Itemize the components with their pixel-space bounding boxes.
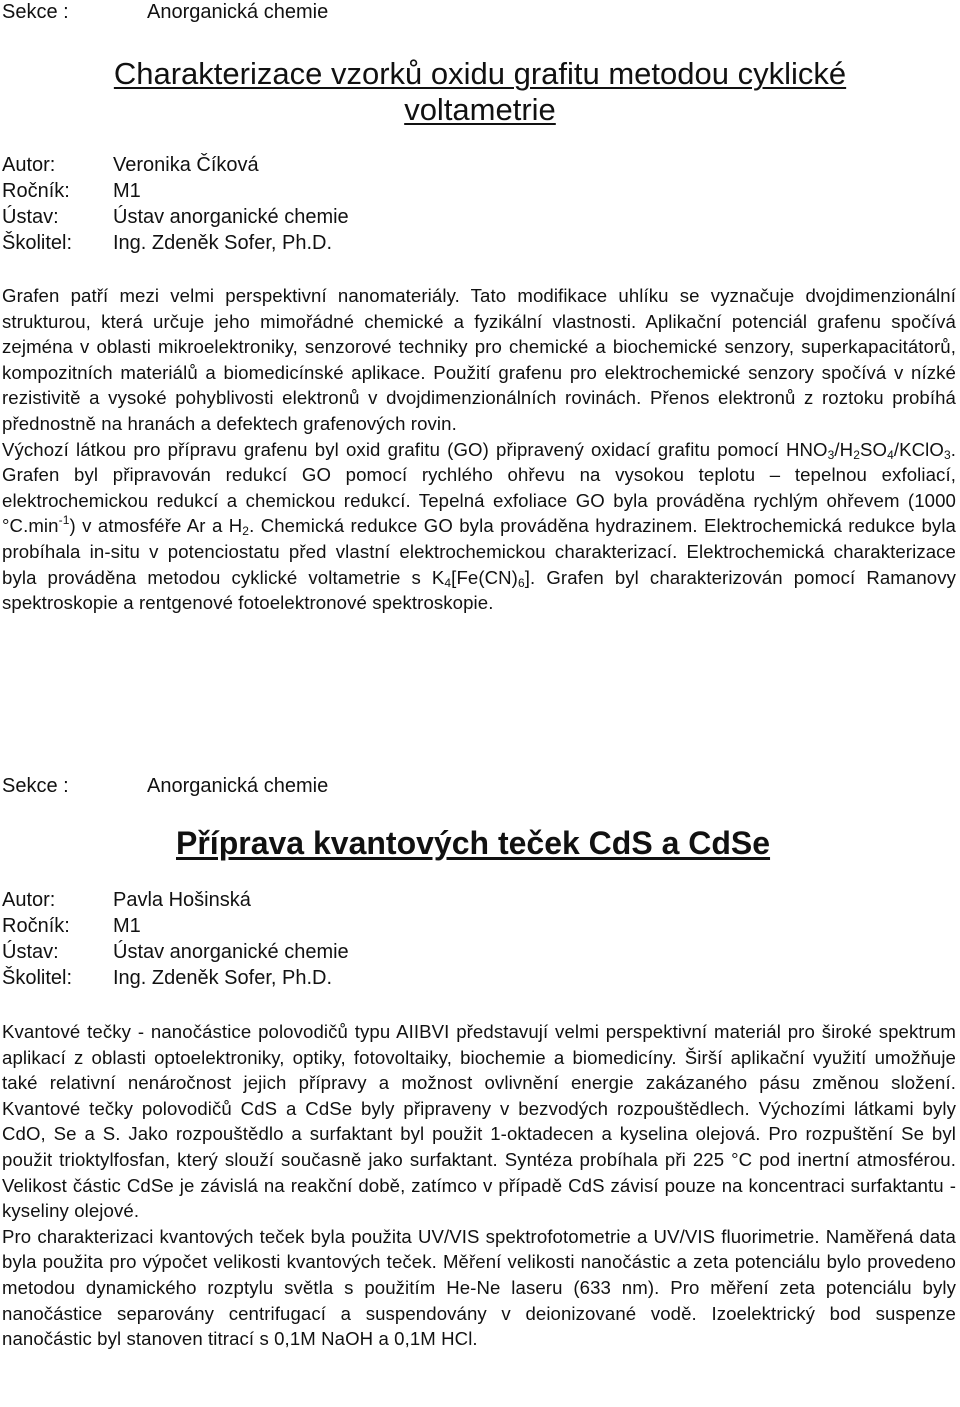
meta-key: Školitel:	[2, 232, 73, 254]
section1-title-line1: Charakterizace vzorků oxidu grafitu metodou cyklické	[113, 56, 847, 91]
meta-value: M1	[113, 915, 141, 937]
section2-paragraph-2: Pro charakterizaci kvantových teček byla použita UV/VIS spektrofotometrie a UV/VIS fluorimetrie. Naměřená data byla použita pro výpočet velikosti kvantových teček. Měření velikosti nanočástic a zeta potenciálu bylo provedeno metodou dynamického rozptylu světla s použitím He-Ne laseru (633 nm). Pro měření zeta potenciálu byly nanočástice separovány centrifugací a suspendovány v deionizované vodě. Izoelektrický bod suspenze nanočástic byl stanoven titrací s 0,1M NaOH a 0,1M HCl.	[2, 1225, 956, 1350]
meta-key: Ústav:	[2, 941, 59, 963]
section1-title-line2: voltametrie	[404, 92, 556, 127]
meta-value: Ústav anorganické chemie	[113, 206, 349, 228]
section1-sekce-value: Anorganická chemie	[147, 1, 329, 23]
section2-paragraph-1: Kvantové tečky - nanočástice polovodičů typu AIIBVI představují velmi perspektivní materiál pro široké spektrum aplikací z oblasti optoelektroniky, optiky, fotovoltaiky, biochemie a biomedicíny. Širší aplikační využití umožňuje také relativní nenáročnost jejich přípravy a možnost ovlivnění energie zakázaného pásu změnou složení. Kvantové tečky polovodičů CdS a CdSe byly připraveny v bezvodých rozpouštědlech. Výchozími látkami byly CdO, Se a S. Jako rozpouštědlo a surfaktant byl použit 1-oktadecen a kyselina olejová. Pro rozpuštění Se byl použit trioktylfosfan, který slouží současně jako surfaktant. Syntéza probíhala při 225 °C pod inertní atmosférou. Velikost částic CdSe je závislá na reakční době, zatímco v případě CdS závisí pouze na koncentraci surfaktantu - kyseliny olejové.	[2, 1021, 956, 1222]
meta-key: Ústav:	[2, 206, 59, 228]
meta-value: Ing. Zdeněk Sofer, Ph.D.	[113, 232, 333, 254]
meta-key: Ročník:	[2, 915, 70, 937]
meta-key: Autor:	[2, 889, 56, 911]
section1-paragraph-1: Grafen patří mezi velmi perspektivní nanomateriály. Tato modifikace uhlíku se vyznačuje dvojdimenzionální strukturou, která určuje jeho mimořádné chemické a fyzikální vlastnosti. Aplikační potenciál grafenu spočívá zejména v oblasti mikroelektroniky, senzorové techniky pro chemické a biochemické senzory, superkapacitátorů, kompozitních materiálů a biomedicínské aplikace. Použití grafenu pro elektrochemické senzory spočívá v nízké rezistivitě a vysoké pohyblivosti elektronů v dvojdimenzionálních rovinách. Přenos elektronů z roztoku probíhá přednostně na hranách a defektech grafenových rovin.	[2, 285, 956, 434]
meta-value: Ing. Zdeněk Sofer, Ph.D.	[113, 967, 333, 989]
section1-sekce-label: Sekce :	[2, 1, 69, 23]
meta-key: Školitel:	[2, 967, 73, 989]
meta-key: Ročník:	[2, 180, 70, 202]
meta-value: Pavla Hošinská	[113, 889, 251, 911]
section2-abstract	[2, 1019, 956, 1352]
section1-abstract	[2, 283, 956, 616]
section2-sekce-value: Anorganická chemie	[147, 775, 329, 797]
meta-key: Autor:	[2, 154, 56, 176]
section2-sekce-label: Sekce :	[2, 775, 69, 797]
section2-title: Příprava kvantových teček CdS a CdSe	[176, 825, 771, 861]
section1-paragraph-2: Výchozí látkou pro přípravu grafenu byl oxid grafitu (GO) připravený oxidací grafitu pomocí $HNO_3/H_2SO_4/KClO_3$. Grafen byl připravován redukcí GO pomocí rychlého ohřevu na vysokou teplotu – tepelnou exfoliací, elektrochemickou redukcí a chemickou redukcí. Tepelná exfoliace GO byla prováděna rychlým ohřevem (1000 $^\circ C.\min^{-1}$) v atmosféře Ar a $H_2$. Chemická redukce GO byla prováděna hydrazinem. Elektrochemická redukce byla probíhala in-situ v potenciostatu před vlastní elektrochemickou charakterizací. Elektrochemická charakterizace byla prováděna metodou cyklické voltametrie s $K_4[Fe(CN)_6]$. Grafen byl charakterizován pomocí Ramanovy spektroskopie a rentgenové fotoelektronové spektroskopie.	[2, 438, 956, 614]
meta-value: Veronika Číková	[113, 154, 259, 176]
meta-value: M1	[113, 180, 141, 202]
meta-value: Ústav anorganické chemie	[113, 941, 349, 963]
